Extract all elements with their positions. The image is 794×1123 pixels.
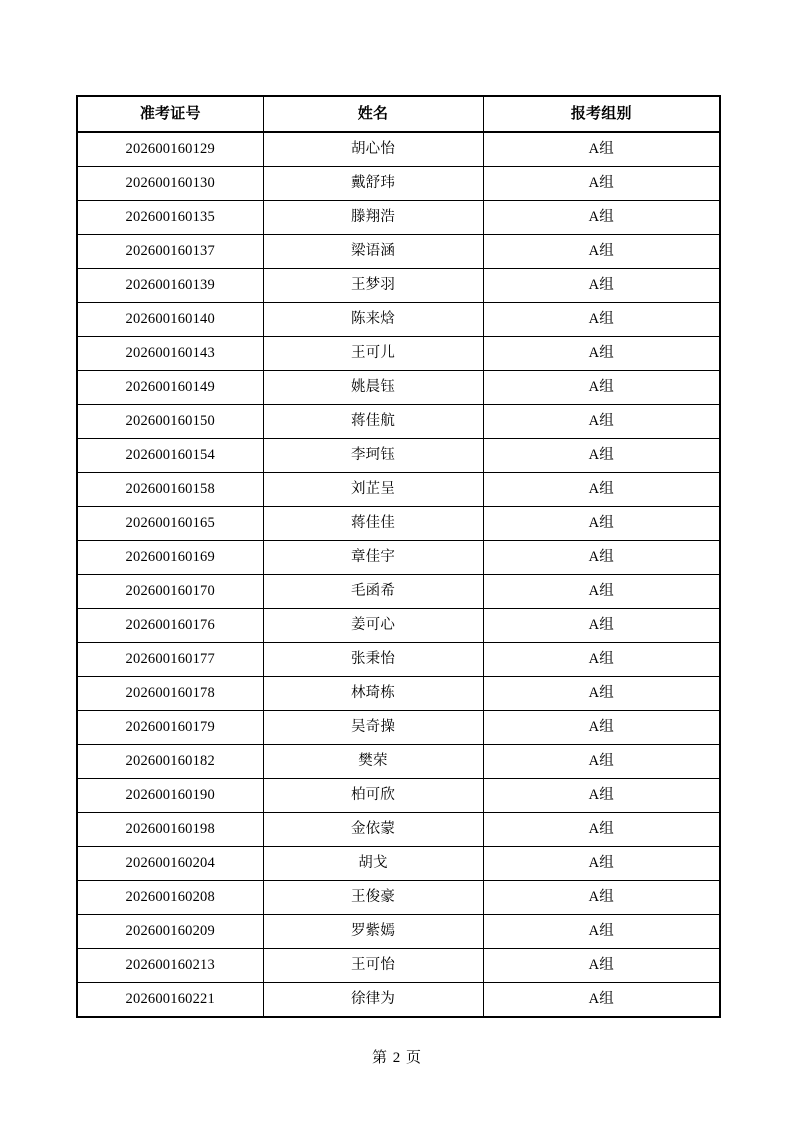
cell-exam-group: A组	[483, 507, 720, 541]
table-row	[77, 949, 720, 983]
table-body	[77, 132, 720, 1017]
cell-admission-number: 202600160221	[77, 983, 263, 1018]
table-row	[77, 371, 720, 405]
cell-exam-group: A组	[483, 439, 720, 473]
cell-exam-group: A组	[483, 303, 720, 337]
cell-admission-number: 202600160139	[77, 269, 263, 303]
column-header-name: 姓名	[263, 96, 483, 132]
cell-admission-number: 202600160198	[77, 813, 263, 847]
cell-name: 王可儿	[263, 337, 483, 371]
cell-admission-number: 202600160165	[77, 507, 263, 541]
cell-exam-group: A组	[483, 371, 720, 405]
cell-name: 李珂钰	[263, 439, 483, 473]
cell-name: 梁语涵	[263, 235, 483, 269]
cell-name: 罗紫嫣	[263, 915, 483, 949]
cell-name: 胡心怡	[263, 132, 483, 167]
cell-name: 王可怡	[263, 949, 483, 983]
cell-name: 林琦栋	[263, 677, 483, 711]
table-row	[77, 439, 720, 473]
cell-admission-number: 202600160190	[77, 779, 263, 813]
table-row	[77, 303, 720, 337]
cell-admission-number: 202600160154	[77, 439, 263, 473]
cell-name: 王梦羽	[263, 269, 483, 303]
cell-exam-group: A组	[483, 201, 720, 235]
table-row	[77, 201, 720, 235]
table-row	[77, 541, 720, 575]
cell-exam-group: A组	[483, 405, 720, 439]
table-header-row	[77, 96, 720, 132]
cell-name: 毛函希	[263, 575, 483, 609]
cell-name: 张秉怡	[263, 643, 483, 677]
cell-admission-number: 202600160129	[77, 132, 263, 167]
cell-exam-group: A组	[483, 949, 720, 983]
cell-admission-number: 202600160169	[77, 541, 263, 575]
table-row	[77, 405, 720, 439]
cell-name: 陈来焓	[263, 303, 483, 337]
cell-exam-group: A组	[483, 813, 720, 847]
table-row	[77, 677, 720, 711]
cell-admission-number: 202600160158	[77, 473, 263, 507]
cell-exam-group: A组	[483, 575, 720, 609]
table-row	[77, 167, 720, 201]
cell-admission-number: 202600160135	[77, 201, 263, 235]
cell-admission-number: 202600160176	[77, 609, 263, 643]
page-footer	[0, 1046, 794, 1067]
cell-admission-number: 202600160137	[77, 235, 263, 269]
footer-page-number: 2	[392, 1050, 402, 1066]
cell-admission-number: 202600160204	[77, 847, 263, 881]
cell-name: 姜可心	[263, 609, 483, 643]
cell-exam-group: A组	[483, 643, 720, 677]
cell-admission-number: 202600160178	[77, 677, 263, 711]
cell-name: 金依蒙	[263, 813, 483, 847]
table-row	[77, 643, 720, 677]
cell-exam-group: A组	[483, 235, 720, 269]
table-row	[77, 337, 720, 371]
cell-name: 吴奇操	[263, 711, 483, 745]
table-row	[77, 473, 720, 507]
cell-exam-group: A组	[483, 983, 720, 1018]
cell-name: 蒋佳佳	[263, 507, 483, 541]
cell-name: 蒋佳航	[263, 405, 483, 439]
table-row	[77, 711, 720, 745]
table-header	[77, 96, 720, 132]
table-row	[77, 915, 720, 949]
table-row	[77, 132, 720, 167]
cell-exam-group: A组	[483, 745, 720, 779]
cell-exam-group: A组	[483, 269, 720, 303]
cell-admission-number: 202600160179	[77, 711, 263, 745]
cell-admission-number: 202600160143	[77, 337, 263, 371]
table-row	[77, 235, 720, 269]
cell-name: 章佳宇	[263, 541, 483, 575]
cell-name: 胡戈	[263, 847, 483, 881]
cell-admission-number: 202600160130	[77, 167, 263, 201]
cell-admission-number: 202600160209	[77, 915, 263, 949]
cell-exam-group: A组	[483, 609, 720, 643]
table-row	[77, 847, 720, 881]
cell-exam-group: A组	[483, 473, 720, 507]
cell-exam-group: A组	[483, 881, 720, 915]
table-row	[77, 609, 720, 643]
footer-prefix: 第	[371, 1050, 388, 1066]
cell-admission-number: 202600160150	[77, 405, 263, 439]
table-row	[77, 575, 720, 609]
cell-name: 刘芷呈	[263, 473, 483, 507]
cell-name: 樊荣	[263, 745, 483, 779]
cell-exam-group: A组	[483, 915, 720, 949]
cell-name: 王俊豪	[263, 881, 483, 915]
table-row	[77, 269, 720, 303]
cell-name: 姚晨钰	[263, 371, 483, 405]
cell-exam-group: A组	[483, 711, 720, 745]
cell-exam-group: A组	[483, 779, 720, 813]
table-row	[77, 507, 720, 541]
cell-admission-number: 202600160177	[77, 643, 263, 677]
cell-admission-number: 202600160208	[77, 881, 263, 915]
column-header-admission-number: 准考证号	[77, 96, 263, 132]
cell-exam-group: A组	[483, 541, 720, 575]
cell-name: 滕翔浩	[263, 201, 483, 235]
table-row	[77, 881, 720, 915]
cell-exam-group: A组	[483, 167, 720, 201]
column-header-exam-group: 报考组别	[483, 96, 720, 132]
cell-admission-number: 202600160182	[77, 745, 263, 779]
cell-exam-group: A组	[483, 847, 720, 881]
candidate-roster-table	[76, 95, 721, 1018]
cell-exam-group: A组	[483, 132, 720, 167]
table-row	[77, 745, 720, 779]
cell-admission-number: 202600160149	[77, 371, 263, 405]
cell-name: 戴舒玮	[263, 167, 483, 201]
cell-exam-group: A组	[483, 337, 720, 371]
cell-admission-number: 202600160170	[77, 575, 263, 609]
cell-admission-number: 202600160140	[77, 303, 263, 337]
table-row	[77, 813, 720, 847]
cell-name: 徐律为	[263, 983, 483, 1018]
footer-suffix: 页	[406, 1050, 423, 1066]
cell-admission-number: 202600160213	[77, 949, 263, 983]
table-row	[77, 779, 720, 813]
table-row	[77, 983, 720, 1018]
cell-exam-group: A组	[483, 677, 720, 711]
cell-name: 柏可欣	[263, 779, 483, 813]
